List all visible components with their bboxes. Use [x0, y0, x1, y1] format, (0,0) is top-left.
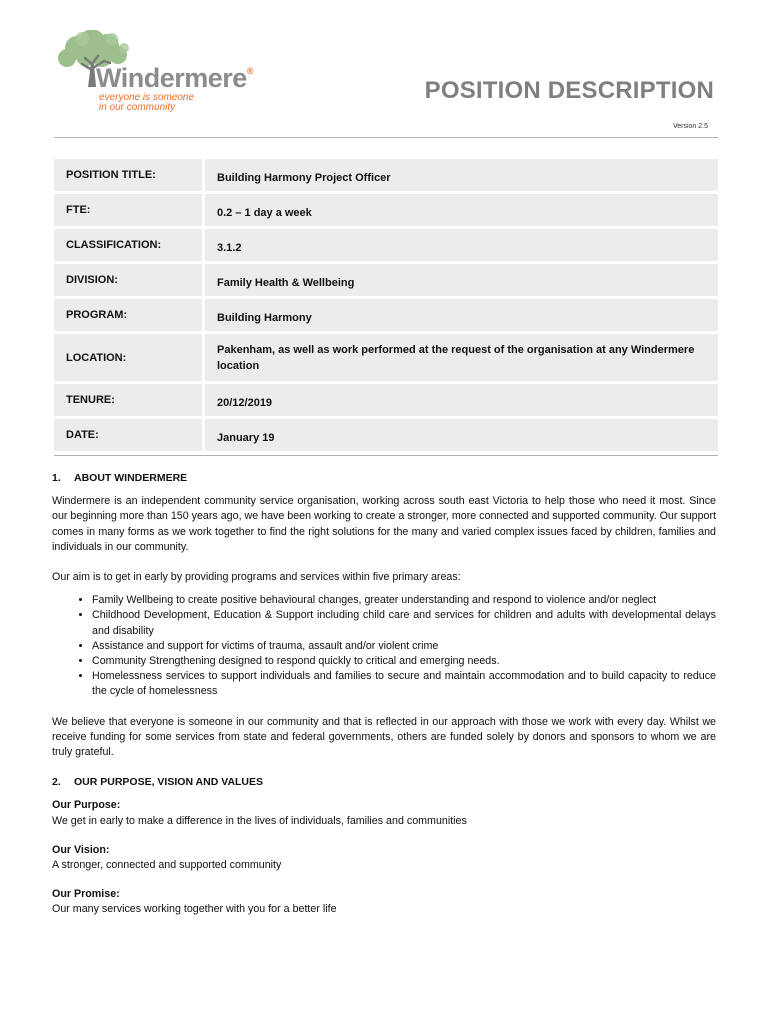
info-label: DIVISION:	[54, 264, 205, 296]
vision-block	[52, 843, 716, 873]
info-value: Family Health & Wellbeing	[205, 264, 718, 296]
list-item: • Childhood Development, Education & Support including child care and services for children and adults with developmental delays and disability	[92, 608, 716, 638]
info-value: 20/12/2019	[205, 384, 718, 416]
vision-label: Our Vision:	[52, 843, 110, 856]
info-label: PROGRAM:	[54, 299, 205, 331]
service-areas-list	[52, 593, 716, 699]
list-item: • Assistance and support for victims of trauma, assault and/or violent crime	[92, 639, 716, 654]
info-value: Pakenham, as well as work performed at the request of the organisation at any Windermere location	[205, 334, 718, 381]
about-paragraph-3: We believe that everyone is someone in our community and that is reflected in our approach with those we work with every day. Whilst we receive funding for some services from state and federal governments, others are funded solely by donors and sponsors to whom we are truly grateful.	[52, 715, 716, 759]
info-row-classification	[54, 229, 718, 261]
purpose-text: We get in early to make a difference in the lives of individuals, families and communities	[52, 814, 467, 827]
info-label: POSITION TITLE:	[54, 159, 205, 191]
info-row-fte	[54, 194, 718, 226]
info-value: Building Harmony	[205, 299, 718, 331]
table-divider	[54, 455, 718, 456]
section-heading-about: 1. ABOUT WINDERMERE	[52, 472, 188, 484]
list-item: • Homelessness services to support individuals and families to secure and maintain accommodation and to build capacity to reduce the cycle of homelessness	[92, 669, 716, 699]
info-label: FTE:	[54, 194, 205, 226]
info-label: TENURE:	[54, 384, 205, 416]
info-value: Building Harmony Project Officer	[205, 159, 718, 191]
page-title: POSITION DESCRIPTION	[424, 77, 714, 104]
section-heading-purpose: 2. OUR PURPOSE, VISION AND VALUES	[52, 776, 264, 789]
purpose-block	[52, 798, 716, 828]
info-label: LOCATION:	[54, 334, 205, 381]
logo-wordmark: Windermere®	[96, 63, 253, 93]
info-row-date	[54, 419, 718, 451]
info-value: 0.2 – 1 day a week	[205, 194, 718, 226]
info-row-tenure	[54, 384, 718, 416]
logo-tagline: everyone is someone in our community	[99, 92, 195, 113]
about-paragraph-1: Windermere is an independent community service organisation, working across south east Victoria to help those who need it most. Since our beginning more than 150 years ago, we have been working to create a stronger, more connected and supported community. Our support comes in many forms as we work together to find the right solutions for the many and varied complex issues faced by children, families and individuals in our community.	[52, 495, 717, 553]
windermere-logo	[52, 30, 252, 115]
vision-text: A stronger, connected and supported community	[52, 859, 282, 872]
info-value: 3.1.2	[205, 229, 718, 261]
list-item: • Community Strengthening designed to respond quickly to critical and emerging needs.	[92, 654, 716, 669]
promise-label: Our Promise:	[52, 888, 120, 901]
info-value: January 19	[205, 419, 718, 451]
document-body	[52, 471, 716, 932]
list-item: • Family Wellbeing to create positive behavioural changes, greater understanding and respond to violence and/or neglect	[92, 593, 716, 608]
header-divider	[54, 137, 718, 138]
position-info-table	[54, 156, 718, 454]
info-label: CLASSIFICATION:	[54, 229, 205, 261]
version-label: Version 2.5	[672, 123, 708, 130]
purpose-label: Our Purpose:	[52, 799, 121, 812]
about-paragraph-2: Our aim is to get in early by providing programs and services within five primary areas:	[52, 571, 461, 584]
info-label: DATE:	[54, 419, 205, 451]
info-row-program	[54, 299, 718, 331]
promise-block	[52, 887, 716, 917]
info-row-division	[54, 264, 718, 296]
info-row-position-title	[54, 159, 718, 191]
promise-text: Our many services working together with you for a better life	[52, 903, 337, 916]
info-row-location	[54, 334, 718, 381]
